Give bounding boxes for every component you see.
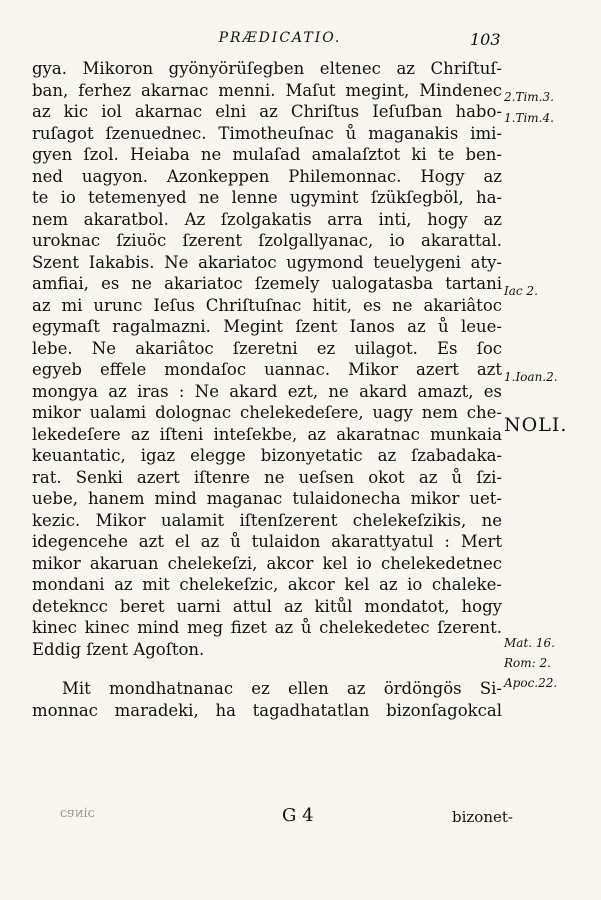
text-line: monnac maradeki, ha tagadhatatlan bizonſagokcal — [32, 700, 502, 720]
text-line: kezic. Mikor ualamit iſtenſzerent chelekeſzikis, ne — [32, 510, 502, 530]
text-line: idegencehe azt el az ů tulaidon akarattyatul : Mert — [32, 532, 502, 551]
text-line: uroknac ſziuöc ſzerent ſzolgallyanac, io akarattal. — [32, 231, 502, 250]
text-line: egyeb effele mondaſoc uannac. Mikor azert azt — [32, 360, 502, 379]
text-line: te io tetemenyed ne lenne ugymint ſzükſegböl, ha- — [32, 188, 502, 207]
text-line: ruſagot ſzenuednec. Timotheuſnac ů maganakis imi- — [32, 123, 502, 143]
text-line: egymaſt ragalmazni. Megint ſzent Ianos az ů leue- — [32, 317, 502, 336]
text-line: mikor akaruan chelekeſzi, akcor kel io chelekedetnec — [32, 553, 502, 573]
text-line: nem akaratbol. Az ſzolgakatis arra inti, hogy az — [32, 209, 502, 229]
text-line: lekedeſere az iſteni inteſekbe, az akaratnac munkaia — [32, 424, 502, 444]
text-line: mondani az mit chelekeſzic, akcor kel az io chaleke- — [32, 575, 502, 594]
margin-note: Apoc.22. — [504, 676, 558, 690]
text-line: az kic iol akarnac elni az Chriſtus Ieſuſban habo- — [32, 102, 502, 121]
margin-note: 1.Tim.4. — [504, 111, 554, 125]
running-head: PRÆDICATIO. — [218, 30, 342, 46]
text-line: amfiai, es ne akariatoc ſzemely ualogatasba tartani — [32, 274, 502, 293]
margin-note: 2.Tim.3. — [504, 90, 554, 104]
text-line: mongya az iras : Ne akard ezt, ne akard amazt, es — [32, 381, 502, 401]
text-line: gya. Mikoron gyönyörüſegben eltenec az Chriſtuſ- — [32, 59, 502, 78]
text-line: Szent Iakabis. Ne akariatoc ugymond teuelygeni aty- — [32, 252, 502, 272]
catchword: bizonet- — [452, 808, 513, 826]
text-line: keuantatic, igaz elegge bizonyetatic az ſzabadaka- — [32, 446, 502, 465]
margin-note-noli: NOLI. — [504, 414, 568, 436]
text-line: kinec kinec mind meg fizet az ů chelekedetec ſzerent. — [32, 618, 502, 637]
margin-note: Rom: 2. — [504, 656, 551, 670]
signature-mark: G 4 — [282, 805, 314, 826]
text-line: ban, ferhez akarnac menni. Maſut megint, Mindenec — [32, 80, 502, 100]
text-line: detekncc beret uarni attul az kitůl mondatot, hogy — [32, 596, 502, 616]
main-text — [32, 58, 502, 721]
text-line: ned uagyon. Azonkeppen Philemonnac. Hogy az — [32, 166, 502, 186]
text-line: Eddig ſzent Agoſton. — [32, 639, 205, 659]
page-number: 103 — [470, 30, 501, 49]
text-line: uebe, hanem mind maganac tulaidonecha mikor uet- — [32, 489, 502, 508]
text-line: gyen ſzol. Heiaba ne mulaſad amalaſztot ki te ben- — [32, 145, 502, 164]
text-line: mikor ualami dolognac chelekedeſere, uagy nem che- — [32, 403, 502, 422]
bleed-through-text: ɔiɴɐɔ — [60, 806, 95, 821]
margin-note: 1.Ioan.2. — [504, 370, 558, 384]
paragraph-start-line: Mit mondhatnanac ez ellen az ördöngös Si- — [62, 679, 502, 698]
margin-note: Iac 2. — [504, 284, 538, 298]
margin-note: Mat. 16. — [504, 636, 555, 650]
text-line: lebe. Ne akariâtoc ſzeretni ez uilagot. Es ſoc — [32, 338, 502, 358]
text-line: rat. Senki azert iſtenre ne ueſsen okot az ů ſzi- — [32, 467, 502, 487]
text-line: az mi urunc Ieſus Chriſtuſnac hitit, es ne akariâtoc — [32, 295, 502, 315]
